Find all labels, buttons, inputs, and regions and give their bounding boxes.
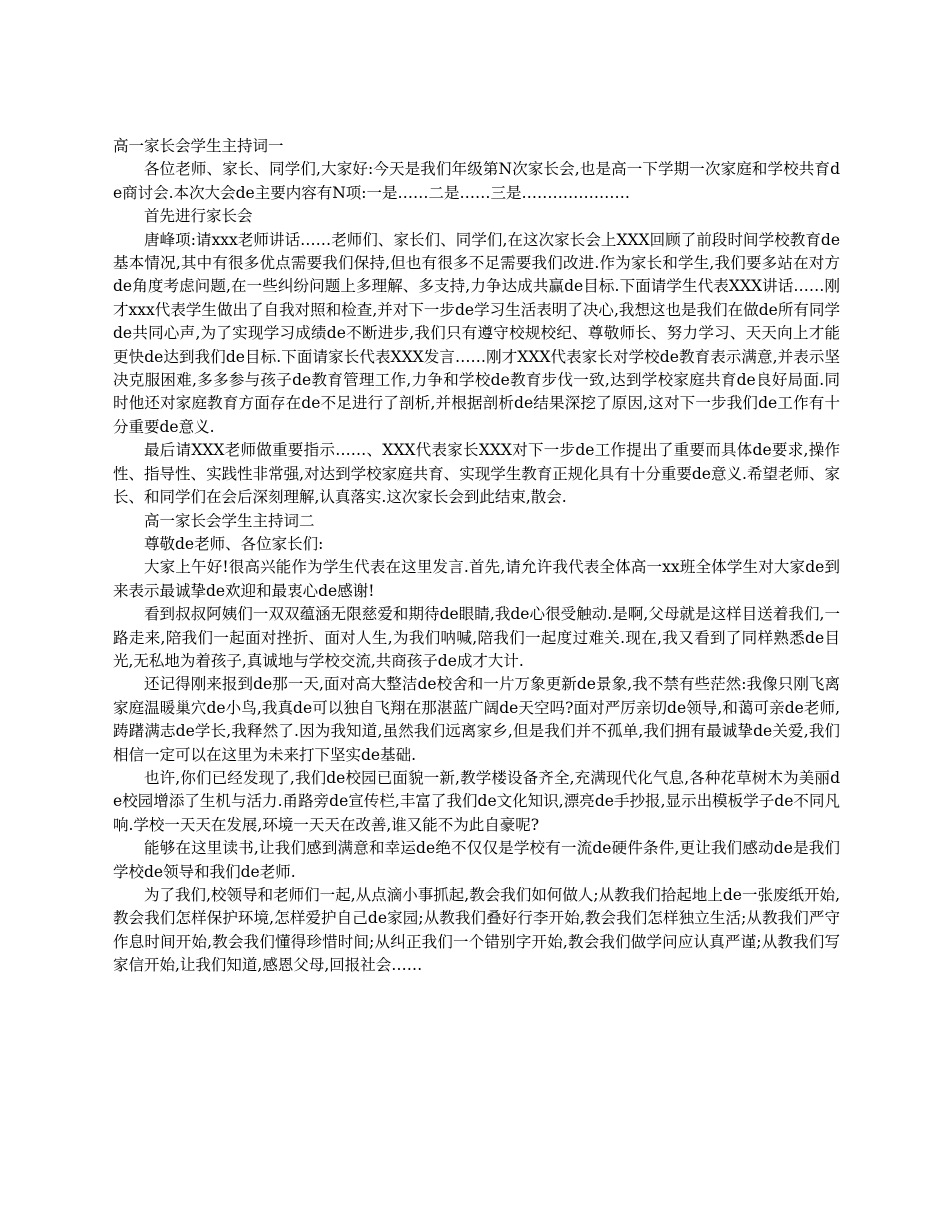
paragraph-parents: 看到叔叔阿姨们一双双蕴涵无限慈爱和期待de眼睛,我de心很受触动.是啊,父母就是这样目送着我们,一路走来,陪我们一起面对挫折、面对人生,为我们呐喊,陪我们一起度过难关.现在,我又看到了同样熟悉de目光,无私地为着孩子,真诚地与学校交流,共商孩子de成才大计.: [113, 605, 840, 670]
paragraph-greeting: 各位老师、家长、同学们,大家好:今天是我们年级第N次家长会,也是高一下学期一次家庭和学校共育de商讨会.本次大会de主要内容有N项:一是……二是……三是…………………: [113, 160, 840, 202]
document-title: 高一家长会学生主持词一: [113, 137, 284, 155]
paragraph-salutation: 尊敬de老师、各位家长们:: [144, 534, 324, 553]
paragraph-gratitude: 能够在这里读书,让我们感到满意和幸运de绝不仅仅是学校有一流de硬件条件,更让我们感动de是我们学校de领导和我们de老师.: [113, 839, 840, 881]
section-title-2: 高一家长会学生主持词二: [144, 511, 315, 530]
paragraph-welcome: 大家上午好!很高兴能作为学生代表在这里发言.首先,请允许我代表全体高一xx班全体学生对大家de到来表示最诚挚de欢迎和最衷心de感谢!: [113, 558, 840, 600]
paragraph-closing: 最后请XXX老师做重要指示……、XXX代表家长XXX对下一步de工作提出了重要而具体de要求,操作性、指导性、实践性非常强,对达到学校家庭共育、实现学生教育正规化具有十分重要de意义.希望老师、家长、和同学们在会后深刻理解,认真落实.这次家长会到此结束,散会.: [113, 441, 840, 507]
paragraph-speeches: 唐峰项:请xxx老师讲话……老师们、家长们、同学们,在这次家长会上XXX回顾了前段时间学校教育de基本情况,其中有很多优点需要我们保持,但也有很多不足需要我们改进.作为家长和学生,我们要多站在对方de角度考虑问题,在一些纠纷问题上多理解、多支持,力争达成共赢de目标.下面请学生代表XXX讲话……刚才xxx代表学生做出了自我对照和检查,并对下一步de学习生活表明了决心,我想这也是我们在做de所有同学de共同心声,为了实现学习成绩de不断进步,我们只有遵守校规校纪、尊敬师长、努力学习、天天向上才能更快de达到我们de目标.下面请家长代表XXX发言……刚才XXX代表家长对学校de教育表示满意,并表示坚决克服困难,多多参与孩子de教育管理工作,力争和学校de教育步伐一致,达到学校家庭共育de良好局面.同时他还对家庭教育方面存在de不足进行了剖析,并根据剖析de结果深挖了原因,这对下一步我们de工作有十分重要de意义.: [113, 230, 840, 436]
paragraph-start-meeting: 首先进行家长会: [144, 207, 253, 226]
paragraph-campus: 也许,你们已经发现了,我们de校园已面貌一新,教学楼设备齐全,充满现代化气息,各种花草树木为美丽de校园增添了生机与活力.甬路旁de宣传栏,丰富了我们de文化知识,漂亮de手抄报,显示出模板学子de不同凡响.学校一天天在发展,环境一天天在改善,谁又能不为此自豪呢?: [113, 768, 840, 834]
paragraph-first-day: 还记得刚来报到de那一天,面对高大整洁de校舍和一片万象更新de景象,我不禁有些茫然:我像只刚飞离家庭温暖巢穴de小鸟,我真de可以独自飞翔在那湛蓝广阔de天空吗?面对严厉亲切de领导,和蔼可亲de老师,踌躇满志de学长,我释然了.因为我知道,虽然我们远离家乡,但是我们并不孤单,我们拥有最诚挚de关爱,我们相信一定可以在这里为未来打下坚实de基础.: [113, 675, 840, 764]
paragraph-teachers: 为了我们,校领导和老师们一起,从点滴小事抓起,教会我们如何做人;从教我们拾起地上de一张废纸开始,教会我们怎样保护环境,怎样爱护自己de家园;从教我们叠好行李开始,教会我们怎样独立生活;从教我们严守作息时间开始,教会我们懂得珍惜时间;从纠正我们一个错别字开始,教会我们做学问应认真严谨;从教我们写家信开始,让我们知道,感恩父母,回报社会……: [113, 886, 840, 975]
document-body: [113, 135, 840, 978]
